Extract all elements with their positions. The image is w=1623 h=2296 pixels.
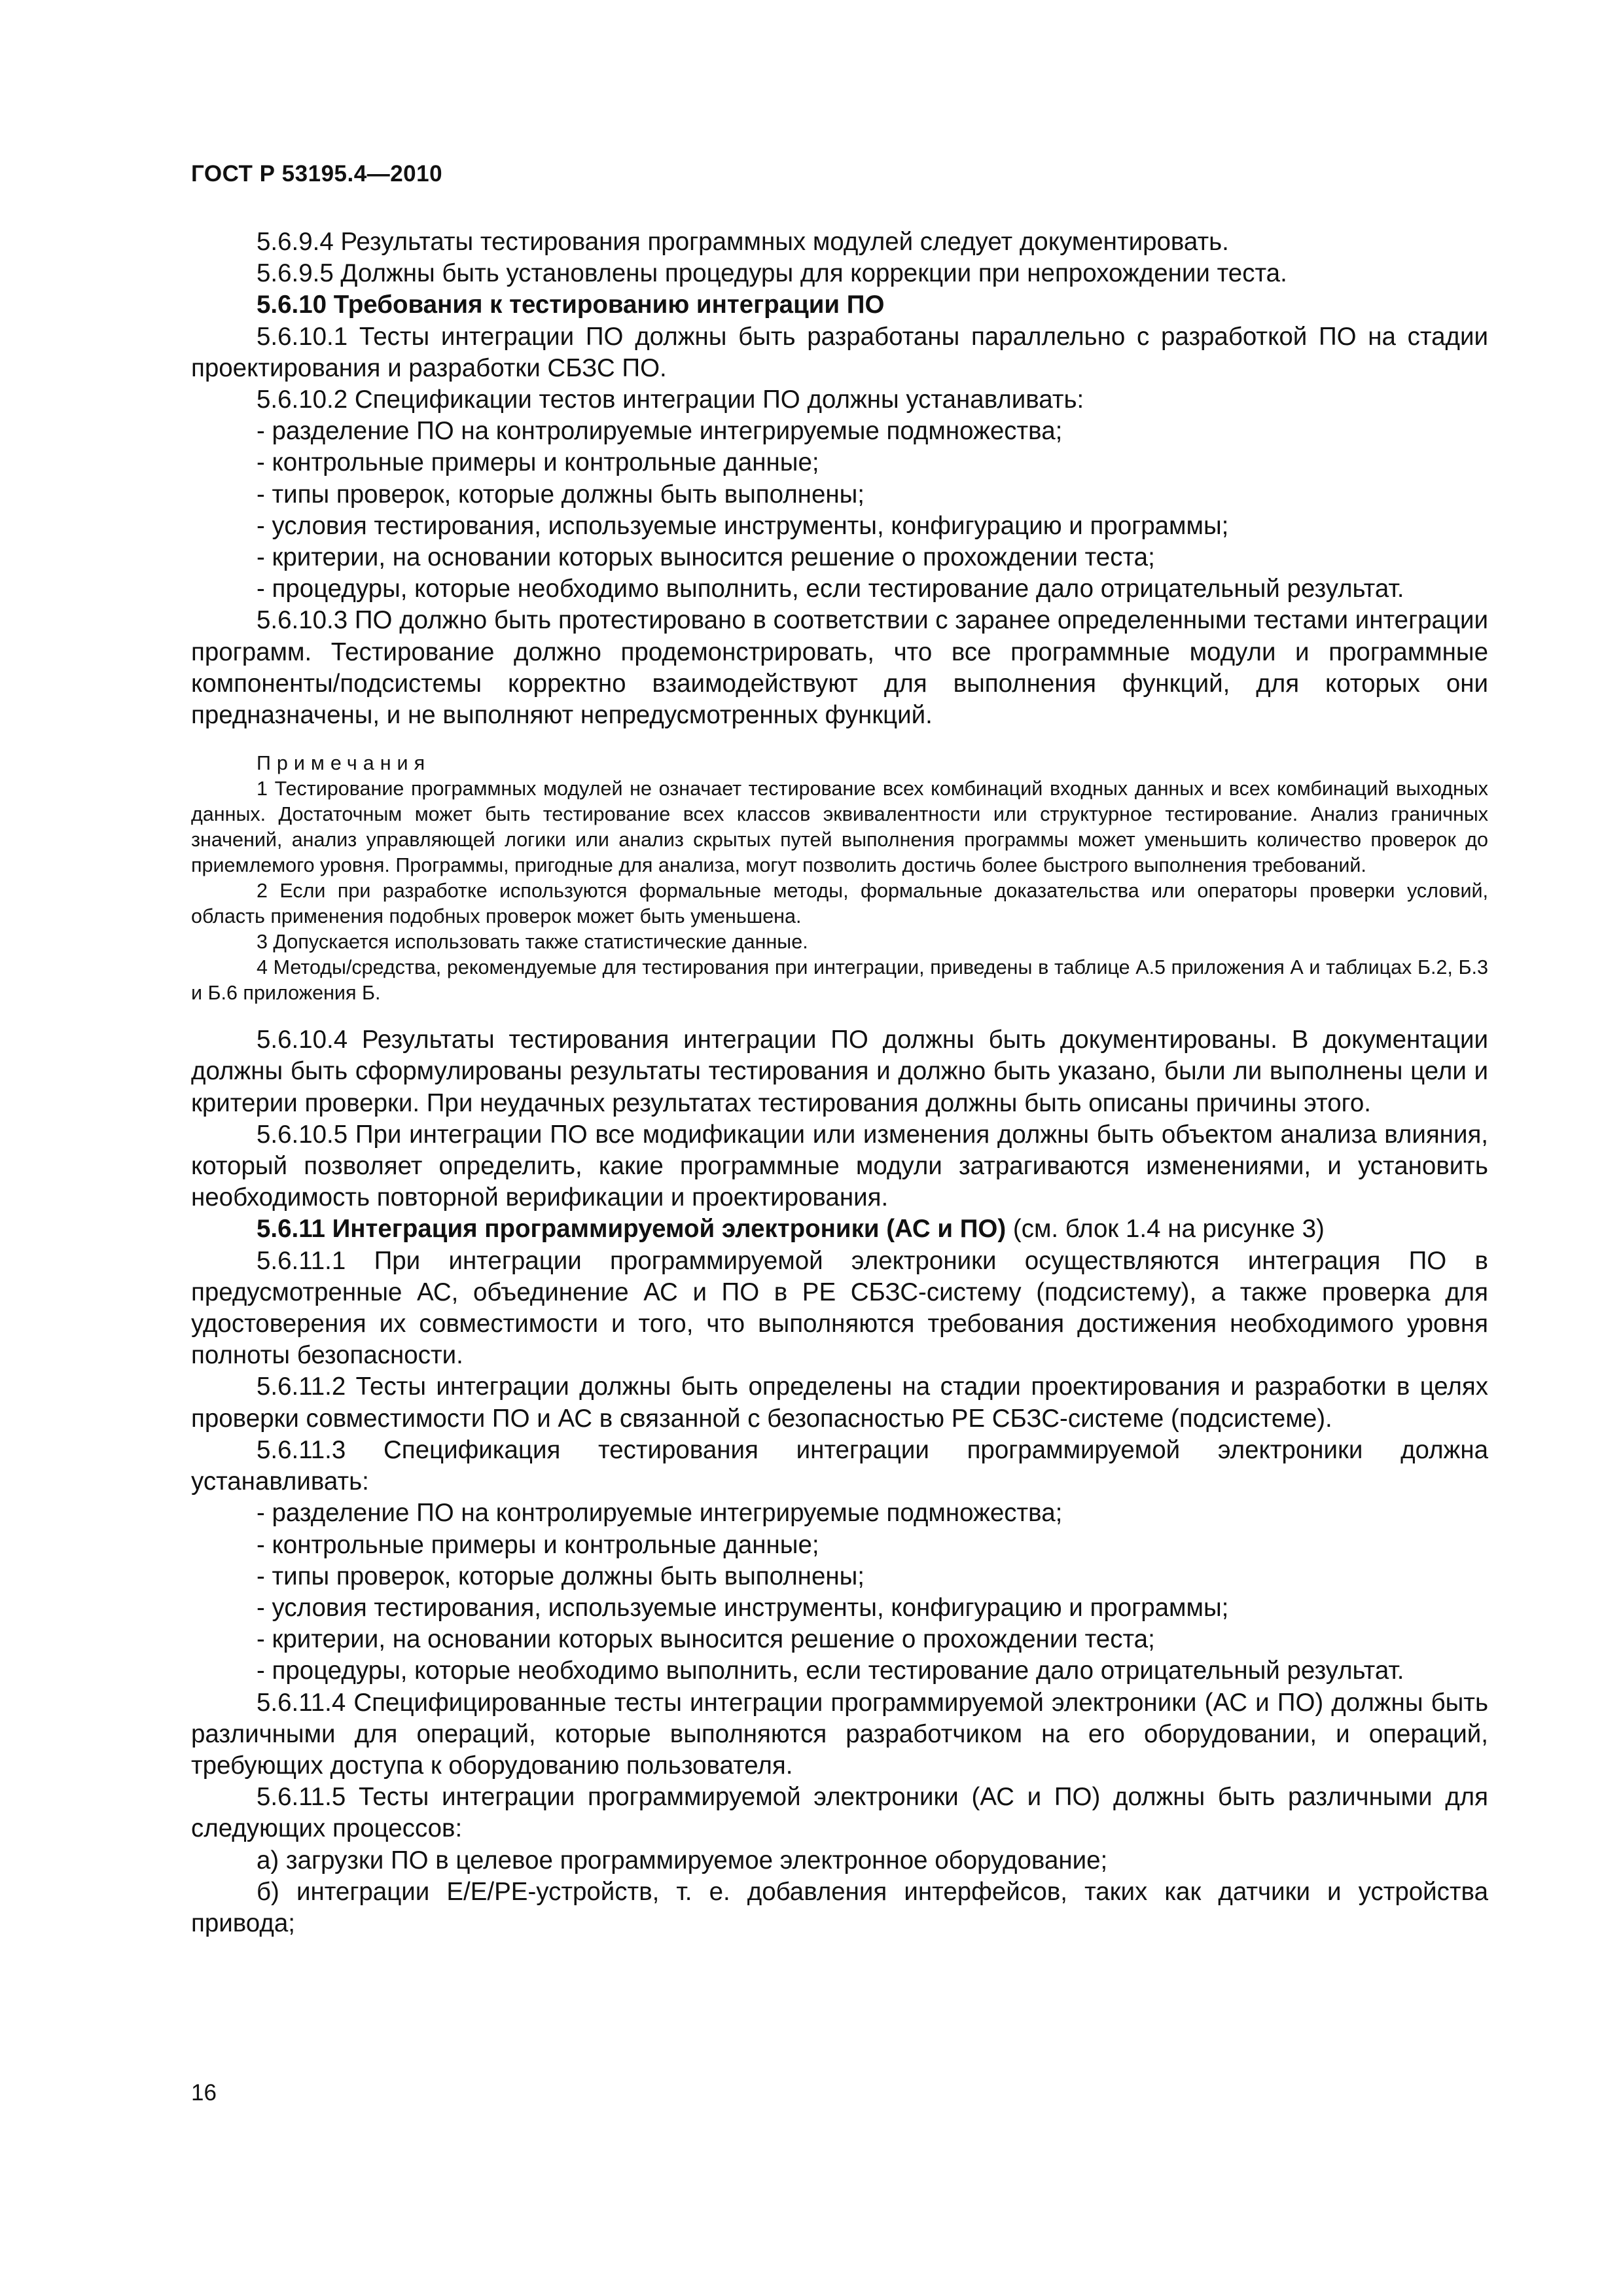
list-item: - контрольные примеры и контрольные данные; <box>257 448 819 477</box>
heading-text: 5.6.11 Интеграция программируемой электроники (АС и ПО) <box>257 1215 1007 1244</box>
note-item: 2 Если при разработке используются формальные методы, формальные доказательства или операторы проверки условий, область применения подобных проверок может быть уменьшена. <box>191 880 1488 928</box>
paragraph-5-6-10-2: 5.6.10.2 Спецификации тестов интеграции ПО должны устанавливать: <box>257 386 1084 414</box>
list-item: - критерии, на основании которых выносится решение о прохождении теста; <box>257 1625 1155 1654</box>
list-item: - контрольные примеры и контрольные данные; <box>257 1530 819 1559</box>
paragraph-5-6-11-3: 5.6.11.3 Спецификация тестирования интеграции программируемой электроники должна устанавливать: <box>191 1435 1488 1496</box>
page-number: 16 <box>191 2080 217 2106</box>
list-item: - типы проверок, которые должны быть выполнены; <box>257 1562 865 1590</box>
paragraph-5-6-10-3: 5.6.10.3 ПО должно быть протестировано в соответствии с заранее определенными тестами интеграции программ. Тестирование должно продемонстрировать, что все программные модули и программные компоненты/подсистемы корректно взаимодействуют для выполнения функций, для которых они предназначены, и не выполняют непредусмотренных функций. <box>191 606 1488 730</box>
section-heading-5-6-10 <box>191 289 1488 321</box>
list-item: - условия тестирования, используемые инструменты, конфигурацию и программы; <box>257 511 1229 540</box>
heading-text: 5.6.10 Требования к тестированию интеграции ПО <box>257 291 885 319</box>
note-item: 4 Методы/средства, рекомендуемые для тестирования при интеграции, приведены в таблице А.5 приложения А и таблицах Б.2, Б.3 и Б.6 приложения Б. <box>191 956 1488 1005</box>
list-item: - процедуры, которые необходимо выполнить, если тестирование дало отрицательный результат. <box>257 575 1404 603</box>
note-item: 3 Допускается использовать также статистические данные. <box>257 931 808 954</box>
list-item: - типы проверок, которые должны быть выполнены; <box>257 480 865 509</box>
list-item: б) интеграции Е/Е/РЕ-устройств, т. е. добавления интерфейсов, таких как датчики и устройства привода; <box>191 1877 1488 1937</box>
document-header: ГОСТ Р 53195.4—2010 <box>191 161 443 187</box>
section-heading-5-6-11 <box>191 1213 1488 1245</box>
paragraph-5-6-10-1: 5.6.10.1 Тесты интеграции ПО должны быть разработаны параллельно с разработкой ПО на стадии проектирования и разработки СБЗС ПО. <box>191 322 1488 382</box>
list-item: - разделение ПО на контролируемые интегрируемые подмножества; <box>257 1499 1063 1528</box>
paragraph-5-6-10-5: 5.6.10.5 При интеграции ПО все модификации или изменения должны быть объектом анализа влияния, который позволяет определить, какие программные модули затрагиваются изменениями, и установить необходимость повторной верификации и проектирования. <box>191 1120 1488 1212</box>
paragraph-5-6-9-4: 5.6.9.4 Результаты тестирования программных модулей следует документировать. <box>257 228 1229 256</box>
paragraph-5-6-11-5: 5.6.11.5 Тесты интеграции программируемой электроники (АС и ПО) должны быть различными для следующих процессов: <box>191 1783 1488 1843</box>
notes-title: Примечания <box>257 752 431 775</box>
list-item: - разделение ПО на контролируемые интегрируемые подмножества; <box>257 417 1063 446</box>
paragraph-5-6-11-2: 5.6.11.2 Тесты интеграции должны быть определены на стадии проектирования и разработки в целях проверки совместимости ПО и АС в связанной с безопасностью РЕ СБЗС-системе (подсистеме). <box>191 1372 1488 1433</box>
heading-reference: (см. блок 1.4 на рисунке 3) <box>1006 1215 1325 1244</box>
document-body <box>191 226 1488 1939</box>
notes-block <box>191 751 1488 1006</box>
paragraph-5-6-9-5: 5.6.9.5 Должны быть установлены процедуры для коррекции при непрохождении теста. <box>257 259 1287 288</box>
paragraph-5-6-11-4: 5.6.11.4 Специфицированные тесты интеграции программируемой электроники (АС и ПО) должны быть различными для операций, которые выполняются разработчиком на его оборудовании, и операций, требующих доступа к оборудованию пользователя. <box>191 1688 1488 1780</box>
note-item: 1 Тестирование программных модулей не означает тестирование всех комбинаций входных данных и всех комбинаций выходных данных. Достаточным может быть тестирование всех классов эквивалентности или структурное тестирование. Анализ граничных значений, анализ управляющей логики или анализ скрытых путей выполнения программы может уменьшить количество проверок до приемлемого уровня. Программы, пригодные для анализа, могут позволить достичь более быстрого выполнения требований. <box>191 778 1488 877</box>
list-item: - условия тестирования, используемые инструменты, конфигурацию и программы; <box>257 1593 1229 1622</box>
paragraph-5-6-10-4: 5.6.10.4 Результаты тестирования интеграции ПО должны быть документированы. В документации должны быть сформулированы результаты тестирования и должно быть указано, были ли выполнены цели и критерии проверки. При неудачных результатах тестирования должны быть описаны причины этого. <box>191 1026 1488 1117</box>
list-item: а) загрузки ПО в целевое программируемое электронное оборудование; <box>257 1846 1108 1874</box>
list-item: - процедуры, которые необходимо выполнить, если тестирование дало отрицательный результат. <box>257 1657 1404 1685</box>
list-item: - критерии, на основании которых выносится решение о прохождении теста; <box>257 543 1155 572</box>
paragraph-5-6-11-1: 5.6.11.1 При интеграции программируемой электроники осуществляются интеграция ПО в предусмотренные АС, объединение АС и ПО в РЕ СБЗС-систему (подсистему), а также проверка для удостоверения их совместимости и того, что выполняются требования достижения необходимого уровня полноты безопасности. <box>191 1246 1488 1370</box>
